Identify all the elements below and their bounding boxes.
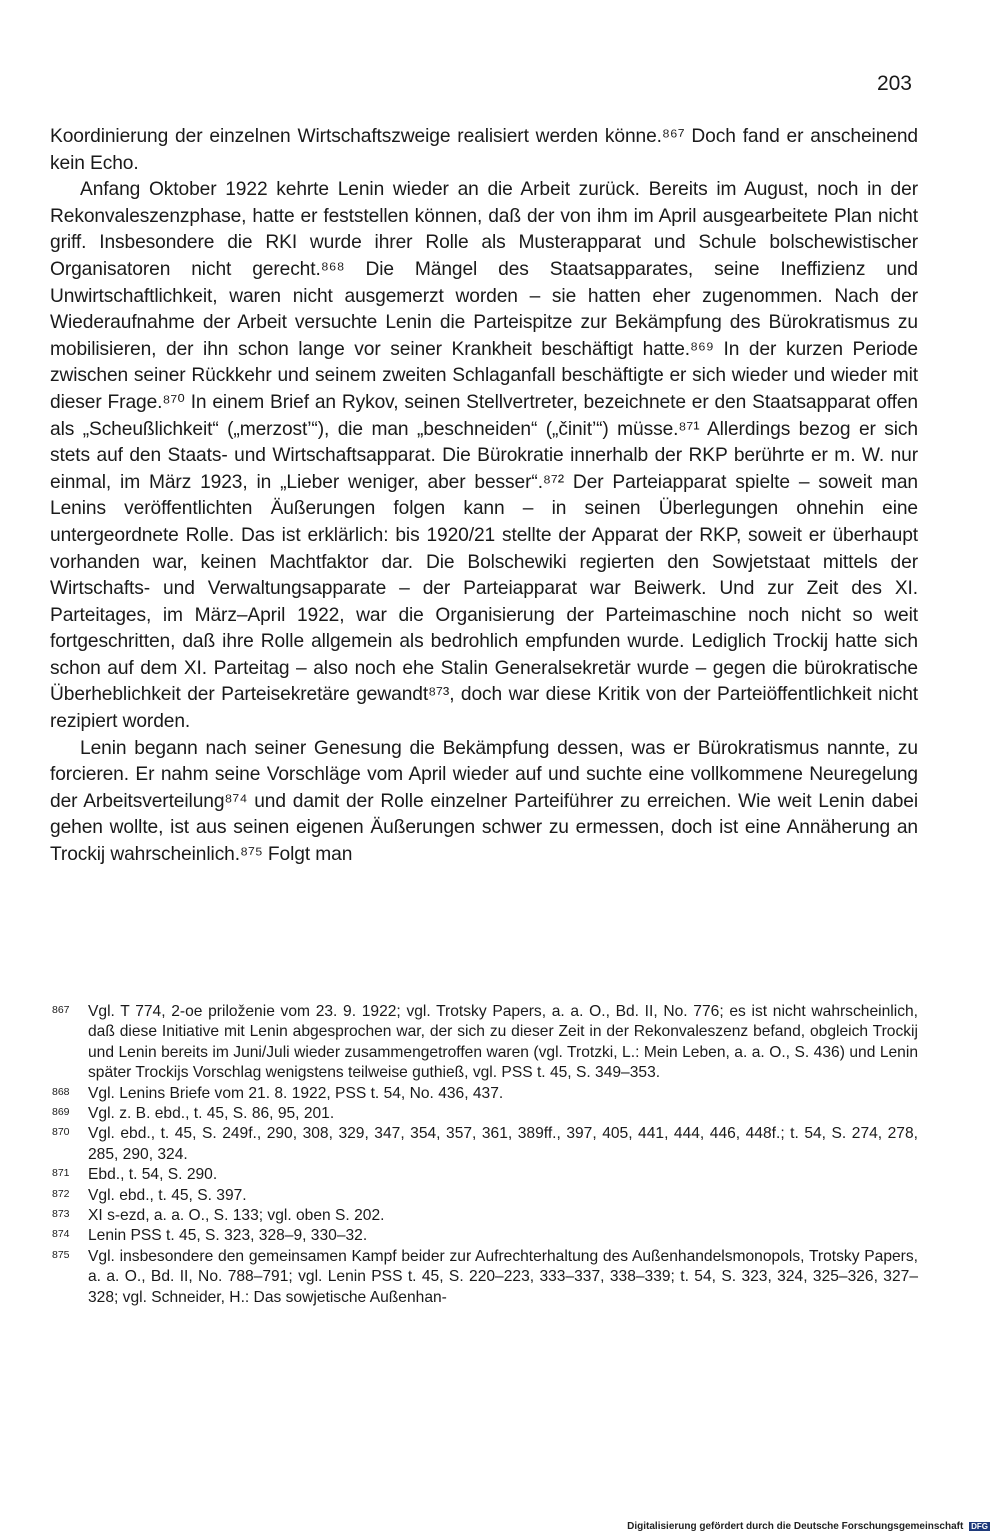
footnote [50,1226,918,1246]
footnote-text: Vgl. z. B. ebd., t. 45, S. 86, 95, 201. [88,1105,335,1123]
funding-note [627,1521,990,1532]
footnote [50,1084,918,1104]
footnote-number: 871 [52,1167,70,1180]
footnote-text: Vgl. ebd., t. 45, S. 397. [88,1186,247,1204]
footnote-text: Lenin PSS t. 45, S. 323, 328–9, 330–32. [88,1227,368,1245]
footnote [50,1124,918,1165]
footnote-text: Vgl. Lenins Briefe vom 21. 8. 1922, PSS t. 54, No. 436, 437. [88,1084,504,1102]
footnote-number: 875 [52,1248,70,1261]
footnote-text: Ebd., t. 54, S. 290. [88,1166,218,1184]
footnote [50,1206,918,1226]
footnote-number: 872 [52,1187,70,1200]
dfg-logo: DFG [971,1521,988,1531]
footnotes [50,1002,918,1308]
footnote-number: 873 [52,1208,70,1221]
footnote-number: 867 [52,1004,70,1016]
footnote [50,1247,918,1308]
footnote-number: 869 [52,1106,70,1119]
footnote-text: Vgl. insbesondere den gemeinsamen Kampf beider zur Aufrechterhaltung des Außenhandelsmonopols, Trotsky Papers, a. a. O., Bd. II, No. 788–791; vgl. Lenin PSS t. 45, S. 220–223, 333–337, 338–339; t. 54, S. 323, 324, 325–326, 327–328; vgl. Schneider, H.: Das sowjetische Außenhan- [88,1247,918,1306]
funding-text: Digitalisierung gefördert durch die Deutsche Forschungsgemeinschaft [627,1521,964,1532]
footnote [50,1186,918,1206]
footnote-text: XI s-ezd, a. a. O., S. 133; vgl. oben S. 202. [88,1207,385,1225]
footnote [50,1104,918,1124]
footnote [50,1165,918,1185]
body-text [50,124,918,869]
footnote-text: Vgl. ebd., t. 45, S. 249f., 290, 308, 329, 347, 354, 357, 361, 389ff., 397, 405, 441, 444, 446, 448f.; t. 54, S. 274, 278, 285, 290, 324. [88,1125,918,1163]
paragraph: Anfang Oktober 1922 kehrte Lenin wieder an die Arbeit zurück. Bereits im August, noch in der Rekonvaleszenzphase, hatte er feststellen können, daß der von ihm im April ausgearbeitete Plan nicht griff. Insbesondere die RKI wurde ihrer Rolle als Musterapparat und Schule bolschewistischer Organisatoren nicht gerecht.⁸⁶⁸ Die Mängel des Staatsapparates, seine Ineffizienz und Unwirtschaftlichkeit, waren nicht ausgemerzt worden – sie hatten eher zugenommen. Nach der Wiederaufnahme der Arbeit versuchte Lenin die Parteispitze zur Bekämpfung des Bürokratismus zu mobilisieren, der ihn schon lange vor seiner Krankheit beschäftigt hatte.⁸⁶⁹ In der kurzen Periode zwischen seiner Rückkehr und seinem zweiten Schlaganfall beschäftigte er sich wieder und wieder mit dieser Frage.⁸⁷⁰ In einem Brief an Rykov, seinen Stellvertreter, bezeichnete er den Staatsapparat offen als „Scheußlichkeit“ („merzost’“), die man „beschneiden“ („činit’“) müsse.⁸⁷¹ Allerdings bezog er sich stets auf den Staats- und Wirtschaftsapparat. Die Bürokratie innerhalb der RKP berührte er m. W. nur einmal, im März 1923, in „Lieber weniger, aber besser“.⁸⁷² Der Parteiapparat spielte – soweit man Lenins veröffentlichten Äußerungen folgen kann – in seinen Überlegungen ohnehin eine untergeordnete Rolle. Das ist erklärlich: bis 1920/21 stellte der Apparat der RKP, soweit er überhaupt vorhanden war, keinen Machtfaktor dar. Die Bolschewiki regierten den Sowjetstaat mittels der Wirtschafts- und Verwaltungsapparate – der Parteiapparat war Beiwerk. Und zur Zeit des XI. Parteitages, im März–April 1922, war die Organisierung der Parteimaschine noch nicht so weit fortgeschritten, daß ihre Rolle allgemein als bedrohlich empfunden wurde. Lediglich Trockij hatte sich schon auf dem XI. Parteitag – also noch ehe Stalin Generalsekretär wurde – gegen die bürokratische Überheblichkeit der Parteisekretäre gewandt⁸⁷³, doch war diese Kritik von der Parteiöffentlichkeit nicht rezipiert worden. [50,179,918,733]
footnote-number: 874 [52,1228,70,1241]
footnote-number: 870 [52,1126,70,1139]
page-number: 203 [876,72,912,95]
paragraph: Koordinierung der einzelnen Wirtschaftszweige realisiert werden könne.⁸⁶⁷ Doch fand er anscheinend kein Echo. [50,126,918,174]
footnote-number: 868 [52,1085,70,1098]
paragraph: Lenin begann nach seiner Genesung die Bekämpfung dessen, was er Bürokratismus nannte, zu forcieren. Er nahm seine Vorschläge vom April wieder auf und suchte eine vollkommene Neuregelung der Arbeitsverteilung⁸⁷⁴ und damit der Rolle einzelner Parteiführer zu erreichen. Wie weit Lenin dabei gehen wollte, ist aus seinen eigenen Äußerungen schwer zu ermessen, doch ist eine Annäherung an Trockij wahrscheinlich.⁸⁷⁵ Folgt man [50,737,918,866]
footnote [50,1002,918,1084]
footnote-text: Vgl. T 774, 2-oe priloženie vom 23. 9. 1922; vgl. Trotsky Papers, a. a. O., Bd. II, No. 776; es ist nicht wahrscheinlich, daß diese Initiative mit Lenin abgesprochen war, der sich zu dieser Zeit in der Rekonvaleszenz befand, obgleich Trockij und Lenin bereits im Juni/Juli wieder zusammengetroffen waren (vgl. Trotzki, L.: Mein Leben, a. a. O., S. 436) und Lenin später Trockijs Vorschlag wenigstens teilweise guthieß, vgl. PSS t. 45, S. 349–353. [88,1003,918,1082]
